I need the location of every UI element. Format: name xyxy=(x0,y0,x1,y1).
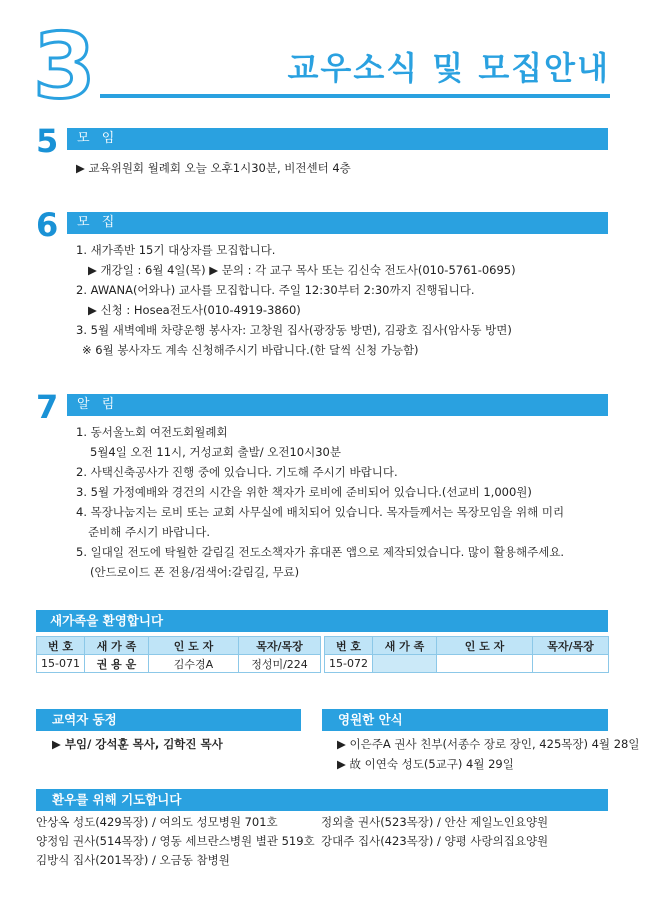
table-row xyxy=(37,655,321,673)
notice-line: 5월4일 오전 11시, 거성교회 출발/ 오전10시30분 xyxy=(90,445,341,459)
recruit-line: 1. 새가족반 15기 대상자를 모집합니다. xyxy=(76,243,276,257)
cell-guide xyxy=(437,655,533,673)
prayer-line: 강대주 집사(423목장) / 양평 사랑의집요양원 xyxy=(321,834,549,848)
table-row xyxy=(325,655,609,673)
eternal-rest-header: 영원한 안식 xyxy=(322,709,608,731)
prayer-line: 양정임 권사(514목장) / 영동 세브란스병원 별관 519호 xyxy=(36,834,315,848)
eternal-rest-line: ▶ 이은주A 권사 친부(서종수 장로 장인, 425목장) 4월 28일 xyxy=(337,737,640,751)
recruit-line: ※ 6월 봉사자도 계속 신청해주시기 바랍니다.(한 달씩 신청 가능함) xyxy=(82,343,419,357)
staff-news-header: 교역자 동정 xyxy=(36,709,301,731)
cell-number: 15-072 xyxy=(325,655,373,673)
prayer-line: 안상옥 성도(429목장) / 여의도 성모병원 701호 xyxy=(36,815,278,829)
prayer-line: 김방식 집사(201목장) / 오금동 참병원 xyxy=(36,853,230,867)
welcome-table-left xyxy=(36,636,321,673)
title-underline xyxy=(100,94,610,98)
notice-header: 알 림 xyxy=(67,394,608,416)
recruit-line: ▶ 개강일 : 6월 4일(목) ▶ 문의 : 각 교구 목사 또는 김신숙 전도사(010-5761-0695) xyxy=(88,263,516,277)
meeting-line: ▶ 교육위원회 월례회 오늘 오후1시30분, 비전센터 4층 xyxy=(76,161,351,175)
col-guide: 인 도 자 xyxy=(437,637,533,655)
col-group: 목자/목장 xyxy=(533,637,609,655)
notice-line: 4. 목장나눔지는 로비 또는 교회 사무실에 배치되어 있습니다. 목자들께서는 목장모임을 위해 미리 xyxy=(76,505,565,519)
col-newcomer: 새 가 족 xyxy=(373,637,437,655)
col-group: 목자/목장 xyxy=(239,637,321,655)
prayer-line: 정외출 권사(523목장) / 안산 제일노인요양원 xyxy=(321,815,549,829)
notice-line: 1. 동서울노회 여전도회월례회 xyxy=(76,425,228,439)
page-title: 교우소식 및 모집안내 xyxy=(287,49,610,87)
item-number-5: 5 xyxy=(36,122,59,160)
notice-line: (안드로이드 폰 전용/검색어:갈림길, 무료) xyxy=(90,565,300,579)
table-header-row xyxy=(325,637,609,655)
staff-news-line: ▶ 부임/ 강석훈 목사, 김학진 목사 xyxy=(52,737,223,751)
notice-line: 준비해 주시기 바랍니다. xyxy=(88,525,211,539)
col-guide: 인 도 자 xyxy=(149,637,239,655)
recruit-line: 2. AWANA(어와나) 교사를 모집합니다. 주일 12:30부터 2:30까지 진행됩니다. xyxy=(76,283,475,297)
eternal-rest-line: ▶ 故 이연숙 성도(5교구) 4월 29일 xyxy=(337,757,514,771)
item-number-6: 6 xyxy=(36,206,59,244)
cell-number: 15-071 xyxy=(37,655,85,673)
meeting-header: 모 임 xyxy=(67,128,608,150)
prayer-header: 환우를 위해 기도합니다 xyxy=(36,789,608,811)
cell-group: 정성미/224 xyxy=(239,655,321,673)
cell-newcomer: 권 용 운 xyxy=(85,655,149,673)
cell-newcomer xyxy=(373,655,437,673)
section-number: 3 xyxy=(33,14,94,119)
welcome-header: 새가족을 환영합니다 xyxy=(36,610,608,632)
recruit-line: ▶ 신청 : Hosea전도사(010-4919-3860) xyxy=(88,303,301,317)
table-header-row xyxy=(37,637,321,655)
notice-line: 2. 사택신축공사가 진행 중에 있습니다. 기도해 주시기 바랍니다. xyxy=(76,465,398,479)
col-newcomer: 새 가 족 xyxy=(85,637,149,655)
recruit-line: 3. 5월 새벽예배 차량운행 봉사자: 고창원 집사(광장동 방면), 김광호 집사(암사동 방면) xyxy=(76,323,512,337)
notice-line: 3. 5월 가정예배와 경건의 시간을 위한 책자가 로비에 준비되어 있습니다.(선교비 1,000원) xyxy=(76,485,532,499)
welcome-table-right xyxy=(324,636,609,673)
item-number-7: 7 xyxy=(36,388,59,426)
notice-line: 5. 일대일 전도에 탁월한 갈림길 전도소책자가 휴대폰 앱으로 제작되었습니다. 많이 활용해주세요. xyxy=(76,545,565,559)
recruit-header: 모 집 xyxy=(67,212,608,234)
col-number: 번 호 xyxy=(37,637,85,655)
cell-group xyxy=(533,655,609,673)
col-number: 번 호 xyxy=(325,637,373,655)
cell-guide: 김수경A xyxy=(149,655,239,673)
